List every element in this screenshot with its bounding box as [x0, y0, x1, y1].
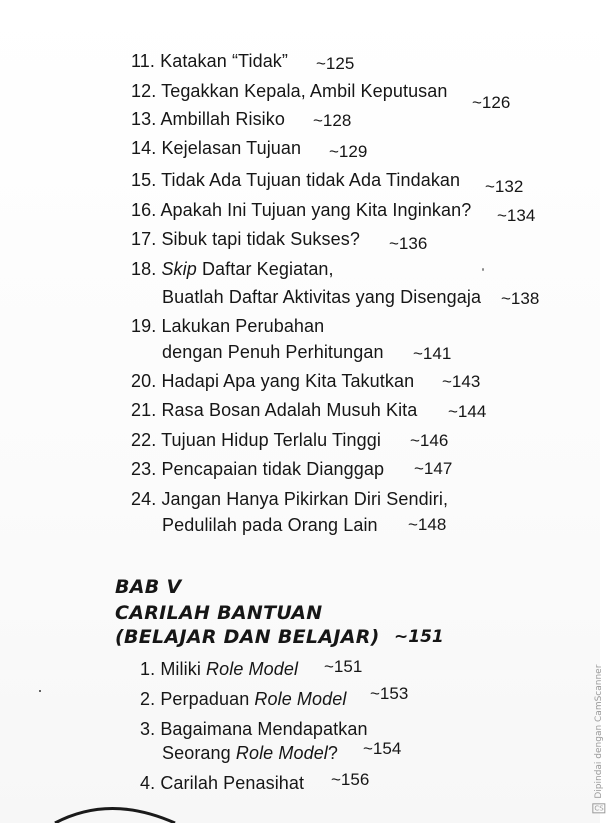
- item-title: Apakah Ini Tujuan yang Kita Inginkan?: [160, 200, 472, 220]
- item-title-line2: Pedulilah pada Orang Lain: [162, 515, 378, 535]
- item-number: 18.: [131, 259, 157, 279]
- item-title-emphasis: Role Model: [206, 659, 299, 679]
- toc-item-19: [131, 315, 324, 337]
- item-number: 3.: [140, 719, 156, 739]
- item-number: 12.: [131, 81, 157, 101]
- item-page: ~153: [370, 684, 409, 703]
- item-page: ~132: [485, 177, 524, 196]
- item-title: ?: [327, 743, 339, 763]
- toc-v-item-3: [140, 718, 368, 740]
- item-title: Katakan “Tidak”: [160, 51, 288, 71]
- item-page: ~148: [408, 515, 447, 534]
- toc-item-23: [131, 458, 384, 480]
- item-title: Pencapaian tidak Dianggap: [161, 459, 385, 479]
- item-number: 17.: [131, 229, 157, 249]
- item-number: 20.: [131, 371, 157, 391]
- toc-v-item-2: [140, 688, 346, 710]
- item-title: Perpaduan: [160, 689, 255, 709]
- item-page: ~134: [497, 206, 536, 225]
- toc-item-12: [131, 80, 448, 102]
- item-page: ~136: [389, 234, 428, 253]
- item-number: 4.: [140, 773, 156, 793]
- item-number: 1.: [140, 659, 156, 679]
- item-title-line2: Buatlah Daftar Aktivitas yang Disengaja: [162, 287, 482, 307]
- item-page: ~128: [313, 111, 352, 130]
- chapter-title: CARILAH BANTUAN: [115, 602, 323, 624]
- item-page: ~146: [410, 431, 449, 450]
- item-page: ~129: [329, 142, 368, 161]
- item-number: 14.: [131, 138, 157, 158]
- item-number: 16.: [131, 200, 157, 220]
- item-title: Ambillah Risiko: [160, 109, 285, 129]
- scan-speck: [39, 690, 41, 692]
- watermark-text: Dipindai dengan CamScanner: [594, 664, 604, 799]
- toc-item-14: [131, 137, 301, 159]
- toc-item-11: [131, 50, 288, 72]
- item-title-emphasis: Role Model: [254, 689, 347, 709]
- item-page: ~138: [501, 289, 540, 308]
- camscanner-logo-icon: CS: [594, 804, 604, 813]
- page-decoration-arc: [0, 780, 200, 823]
- item-number: 15.: [131, 170, 157, 190]
- item-page: ~156: [331, 770, 370, 789]
- toc-item-22: [131, 429, 381, 451]
- item-title: Daftar Kegiatan,: [196, 259, 334, 279]
- toc-item-17: [131, 228, 360, 250]
- scan-speck: [482, 268, 484, 271]
- item-title-line2: [162, 742, 338, 764]
- item-number: 22.: [131, 430, 157, 450]
- item-number: 11.: [131, 51, 155, 71]
- chapter-label: BAB V: [115, 576, 182, 598]
- item-title: Seorang: [162, 743, 236, 763]
- item-page: ~154: [363, 739, 402, 758]
- item-number: 2.: [140, 689, 156, 709]
- chapter-page: ~151: [394, 627, 444, 647]
- item-page: ~141: [413, 344, 452, 363]
- item-title-line2: dengan Penuh Perhitungan: [162, 342, 384, 362]
- item-page: ~147: [414, 459, 453, 478]
- item-title: Tujuan Hidup Terlalu Tinggi: [161, 430, 381, 450]
- item-title: Carilah Penasihat: [160, 773, 305, 793]
- item-page: ~143: [442, 372, 481, 391]
- toc-item-18: [131, 258, 334, 280]
- item-title: Sibuk tapi tidak Sukses?: [161, 229, 360, 249]
- item-title: Bagaimana Mendapatkan: [160, 719, 368, 739]
- item-number: 19.: [131, 316, 157, 336]
- item-title: Miliki: [160, 659, 207, 679]
- item-page: ~125: [316, 54, 355, 73]
- item-page: ~151: [324, 657, 363, 676]
- item-title-emphasis: Skip: [161, 259, 197, 279]
- item-title-emphasis: Role Model: [235, 743, 328, 763]
- item-number: 23.: [131, 459, 157, 479]
- item-number: 21.: [131, 400, 157, 420]
- toc-item-21: [131, 399, 417, 421]
- item-title: Tegakkan Kepala, Ambil Keputusan: [161, 81, 448, 101]
- toc-item-15: [131, 169, 460, 191]
- chapter-subtitle: (BELAJAR DAN BELAJAR): [115, 626, 380, 648]
- toc-v-item-1: [140, 658, 298, 680]
- item-page: ~144: [448, 402, 487, 421]
- item-number: 13.: [131, 109, 157, 129]
- item-title: Tidak Ada Tujuan tidak Ada Tindakan: [161, 170, 461, 190]
- toc-item-16: [131, 199, 471, 221]
- toc-item-24: [131, 488, 448, 510]
- scanner-watermark: [582, 655, 604, 815]
- toc-item-20: [131, 370, 414, 392]
- toc-item-13: [131, 108, 285, 130]
- item-title: Jangan Hanya Pikirkan Diri Sendiri,: [161, 489, 449, 509]
- item-page: ~126: [472, 93, 511, 112]
- item-title: Hadapi Apa yang Kita Takutkan: [161, 371, 415, 391]
- item-title: Kejelasan Tujuan: [161, 138, 302, 158]
- item-title: Rasa Bosan Adalah Musuh Kita: [161, 400, 418, 420]
- item-number: 24.: [131, 489, 157, 509]
- item-title: Lakukan Perubahan: [161, 316, 325, 336]
